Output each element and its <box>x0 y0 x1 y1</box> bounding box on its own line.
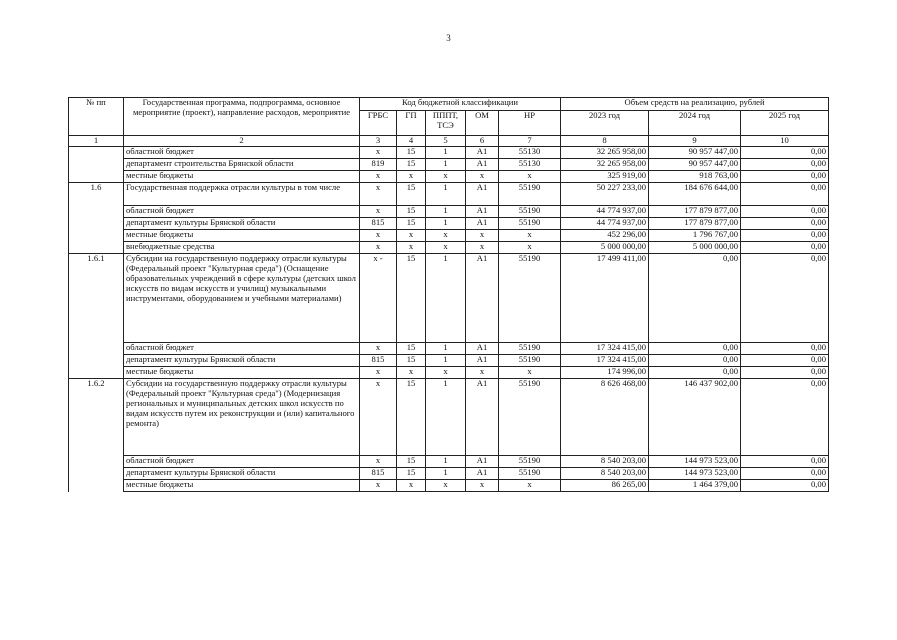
row-grbs: x <box>360 379 397 456</box>
table-row <box>69 218 829 230</box>
row-nr: 55190 <box>499 183 561 206</box>
table-row <box>69 171 829 183</box>
row-om: A1 <box>466 355 499 367</box>
row-nr: x <box>499 242 561 254</box>
row-om: x <box>466 480 499 492</box>
row-pppt: 1 <box>426 379 466 456</box>
row-amount-2025: 0,00 <box>741 171 829 183</box>
row-number: 1.6.1 <box>69 254 124 343</box>
row-gp: 15 <box>397 343 426 355</box>
row-amount-2023: 325 919,00 <box>561 171 649 183</box>
row-amount-2024: 146 437 902,00 <box>649 379 741 456</box>
row-amount-2024: 144 973 523,00 <box>649 468 741 480</box>
row-nr: 55190 <box>499 254 561 343</box>
row-pppt: 1 <box>426 343 466 355</box>
row-amount-2023: 5 000 000,00 <box>561 242 649 254</box>
row-number <box>69 147 124 159</box>
row-amount-2024: 184 676 644,00 <box>649 183 741 206</box>
row-gp: 15 <box>397 355 426 367</box>
row-gp: x <box>397 480 426 492</box>
row-pppt: x <box>426 242 466 254</box>
row-amount-2024: 1 464 379,00 <box>649 480 741 492</box>
row-grbs: x <box>360 343 397 355</box>
row-nr: 55190 <box>499 355 561 367</box>
row-gp: 15 <box>397 379 426 456</box>
row-amount-2025: 0,00 <box>741 206 829 218</box>
row-gp: 15 <box>397 456 426 468</box>
row-amount-2024: 144 973 523,00 <box>649 456 741 468</box>
row-pppt: x <box>426 230 466 242</box>
row-number <box>69 171 124 183</box>
col-number: 4 <box>397 136 426 147</box>
row-amount-2025: 0,00 <box>741 230 829 242</box>
row-grbs: x <box>360 147 397 159</box>
header-grbs: ГРБС <box>360 111 397 136</box>
page-number: 3 <box>446 33 451 43</box>
row-grbs: 815 <box>360 468 397 480</box>
row-name: департамент культуры Брянской области <box>124 218 360 230</box>
row-gp: x <box>397 367 426 379</box>
col-number: 5 <box>426 136 466 147</box>
row-number <box>69 206 124 218</box>
table-row <box>69 480 829 492</box>
row-name: местные бюджеты <box>124 230 360 242</box>
row-number <box>69 456 124 468</box>
row-amount-2024: 0,00 <box>649 343 741 355</box>
row-amount-2025: 0,00 <box>741 147 829 159</box>
row-pppt: 1 <box>426 159 466 171</box>
row-amount-2025: 0,00 <box>741 343 829 355</box>
table-row <box>69 355 829 367</box>
row-gp: 15 <box>397 254 426 343</box>
row-grbs: 815 <box>360 218 397 230</box>
row-gp: 15 <box>397 468 426 480</box>
row-name: областной бюджет <box>124 456 360 468</box>
row-nr: 55190 <box>499 343 561 355</box>
header-gp: ГП <box>397 111 426 136</box>
row-number <box>69 367 124 379</box>
row-amount-2024: 0,00 <box>649 367 741 379</box>
row-amount-2024: 90 957 447,00 <box>649 147 741 159</box>
row-nr: x <box>499 480 561 492</box>
row-nr: 55190 <box>499 218 561 230</box>
row-pppt: 1 <box>426 254 466 343</box>
row-amount-2023: 32 265 958,00 <box>561 147 649 159</box>
row-nr: 55190 <box>499 456 561 468</box>
row-om: A1 <box>466 159 499 171</box>
row-pppt: x <box>426 171 466 183</box>
row-grbs: x <box>360 456 397 468</box>
row-number <box>69 230 124 242</box>
row-name: местные бюджеты <box>124 480 360 492</box>
row-om: A1 <box>466 147 499 159</box>
row-om: A1 <box>466 468 499 480</box>
row-nr: 55190 <box>499 468 561 480</box>
row-amount-2023: 8 540 203,00 <box>561 456 649 468</box>
row-nr: 55190 <box>499 379 561 456</box>
row-name: департамент строительства Брянской области <box>124 159 360 171</box>
row-number <box>69 218 124 230</box>
row-name: областной бюджет <box>124 147 360 159</box>
row-number <box>69 468 124 480</box>
row-grbs: x <box>360 242 397 254</box>
table-row <box>69 468 829 480</box>
row-name: областной бюджет <box>124 343 360 355</box>
row-gp: x <box>397 242 426 254</box>
col-number: 1 <box>69 136 124 147</box>
row-amount-2023: 44 774 937,00 <box>561 218 649 230</box>
row-number: 1.6.2 <box>69 379 124 456</box>
row-amount-2025: 0,00 <box>741 456 829 468</box>
row-nr: x <box>499 171 561 183</box>
header-2024: 2024 год <box>649 111 741 136</box>
row-name: местные бюджеты <box>124 171 360 183</box>
row-om: x <box>466 171 499 183</box>
row-number <box>69 242 124 254</box>
row-name: внебюджетные средства <box>124 242 360 254</box>
row-amount-2025: 0,00 <box>741 254 829 343</box>
header-2023: 2023 год <box>561 111 649 136</box>
row-nr: 55190 <box>499 206 561 218</box>
row-grbs: x <box>360 183 397 206</box>
row-gp: 15 <box>397 159 426 171</box>
row-amount-2023: 8 540 203,00 <box>561 468 649 480</box>
table-row <box>69 456 829 468</box>
row-amount-2024: 5 000 000,00 <box>649 242 741 254</box>
row-pppt: 1 <box>426 147 466 159</box>
row-gp: 15 <box>397 183 426 206</box>
row-amount-2023: 8 626 468,00 <box>561 379 649 456</box>
row-number <box>69 159 124 171</box>
row-nr: 55130 <box>499 159 561 171</box>
row-om: x <box>466 230 499 242</box>
row-amount-2025: 0,00 <box>741 218 829 230</box>
table-row <box>69 206 829 218</box>
row-grbs: 819 <box>360 159 397 171</box>
row-om: x <box>466 367 499 379</box>
row-pppt: x <box>426 367 466 379</box>
row-pppt: 1 <box>426 468 466 480</box>
row-pppt: 1 <box>426 218 466 230</box>
row-amount-2023: 174 996,00 <box>561 367 649 379</box>
row-amount-2025: 0,00 <box>741 242 829 254</box>
table-row <box>69 242 829 254</box>
col-number: 2 <box>124 136 360 147</box>
row-grbs: x <box>360 206 397 218</box>
row-amount-2025: 0,00 <box>741 367 829 379</box>
row-amount-2023: 17 324 415,00 <box>561 343 649 355</box>
row-amount-2025: 0,00 <box>741 379 829 456</box>
row-amount-2024: 918 763,00 <box>649 171 741 183</box>
row-number <box>69 355 124 367</box>
row-pppt: x <box>426 480 466 492</box>
table-row <box>69 254 829 343</box>
row-om: A1 <box>466 254 499 343</box>
row-grbs: x <box>360 230 397 242</box>
row-amount-2024: 0,00 <box>649 254 741 343</box>
row-gp: 15 <box>397 147 426 159</box>
row-amount-2023: 44 774 937,00 <box>561 206 649 218</box>
col-number: 7 <box>499 136 561 147</box>
col-number: 10 <box>741 136 829 147</box>
row-amount-2023: 86 265,00 <box>561 480 649 492</box>
row-grbs: 815 <box>360 355 397 367</box>
row-amount-2025: 0,00 <box>741 183 829 206</box>
row-om: A1 <box>466 456 499 468</box>
row-gp: x <box>397 230 426 242</box>
row-name: Субсидии на государственную поддержку отрасли культуры (Федеральный проект "Культурная среда") (Модернизация региональных и муниципальных детских школ искусств по видам искусств путем их реконструкции и (или) капитального ремонта) <box>124 379 360 456</box>
table-row <box>69 230 829 242</box>
row-amount-2025: 0,00 <box>741 159 829 171</box>
row-grbs: x <box>360 480 397 492</box>
row-name: местные бюджеты <box>124 367 360 379</box>
row-name: Государственная поддержка отрасли культуры в том числе <box>124 183 360 206</box>
row-gp: x <box>397 171 426 183</box>
table-row <box>69 147 829 159</box>
row-name: областной бюджет <box>124 206 360 218</box>
row-om: A1 <box>466 206 499 218</box>
row-pppt: 1 <box>426 456 466 468</box>
header-2025: 2025 год <box>741 111 829 136</box>
row-amount-2023: 32 265 958,00 <box>561 159 649 171</box>
col-number: 3 <box>360 136 397 147</box>
row-number: 1.6 <box>69 183 124 206</box>
row-om: A1 <box>466 218 499 230</box>
header-pppt: ПППТ, ТСЭ <box>426 111 466 136</box>
row-amount-2024: 90 957 447,00 <box>649 159 741 171</box>
row-amount-2024: 177 879 877,00 <box>649 206 741 218</box>
row-name: департамент культуры Брянской области <box>124 355 360 367</box>
table-row <box>69 183 829 206</box>
row-amount-2024: 177 879 877,00 <box>649 218 741 230</box>
row-om: x <box>466 242 499 254</box>
row-amount-2025: 0,00 <box>741 480 829 492</box>
budget-table <box>68 97 829 492</box>
row-grbs: x - <box>360 254 397 343</box>
row-name: департамент культуры Брянской области <box>124 468 360 480</box>
row-nr: x <box>499 367 561 379</box>
row-pppt: 1 <box>426 206 466 218</box>
row-amount-2023: 17 324 415,00 <box>561 355 649 367</box>
table-row <box>69 367 829 379</box>
row-number <box>69 343 124 355</box>
row-amount-2024: 0,00 <box>649 355 741 367</box>
header-nr: НР <box>499 111 561 136</box>
row-om: A1 <box>466 343 499 355</box>
row-gp: 15 <box>397 206 426 218</box>
header-amount-group: Объем средств на реализацию, рублей <box>561 98 829 111</box>
table-row <box>69 379 829 456</box>
row-pppt: 1 <box>426 355 466 367</box>
row-pppt: 1 <box>426 183 466 206</box>
row-amount-2023: 17 499 411,00 <box>561 254 649 343</box>
row-grbs: x <box>360 367 397 379</box>
col-number: 6 <box>466 136 499 147</box>
col-number: 9 <box>649 136 741 147</box>
header-num: № пп <box>69 98 124 136</box>
row-grbs: x <box>360 171 397 183</box>
row-amount-2023: 452 296,00 <box>561 230 649 242</box>
header-code-group: Код бюджетной классификации <box>360 98 561 111</box>
row-nr: x <box>499 230 561 242</box>
row-om: A1 <box>466 183 499 206</box>
row-amount-2023: 50 227 233,00 <box>561 183 649 206</box>
row-name: Субсидии на государственную поддержку отрасли культуры (Федеральный проект "Культурная среда") (Оснащение образовательных учреждений в сфере культуры (детских школ искусств по видам искусств и училищ) музыкальными инструментами, оборудованием и учебными материалами) <box>124 254 360 343</box>
row-amount-2025: 0,00 <box>741 468 829 480</box>
table-row <box>69 343 829 355</box>
row-amount-2025: 0,00 <box>741 355 829 367</box>
row-om: A1 <box>466 379 499 456</box>
row-nr: 55130 <box>499 147 561 159</box>
col-number: 8 <box>561 136 649 147</box>
table-row <box>69 159 829 171</box>
row-gp: 15 <box>397 218 426 230</box>
row-amount-2024: 1 796 767,00 <box>649 230 741 242</box>
row-number <box>69 480 124 492</box>
header-om: ОМ <box>466 111 499 136</box>
header-name: Государственная программа, подпрограмма, основное мероприятие (проект), направление расходов, мероприятие <box>124 98 360 136</box>
